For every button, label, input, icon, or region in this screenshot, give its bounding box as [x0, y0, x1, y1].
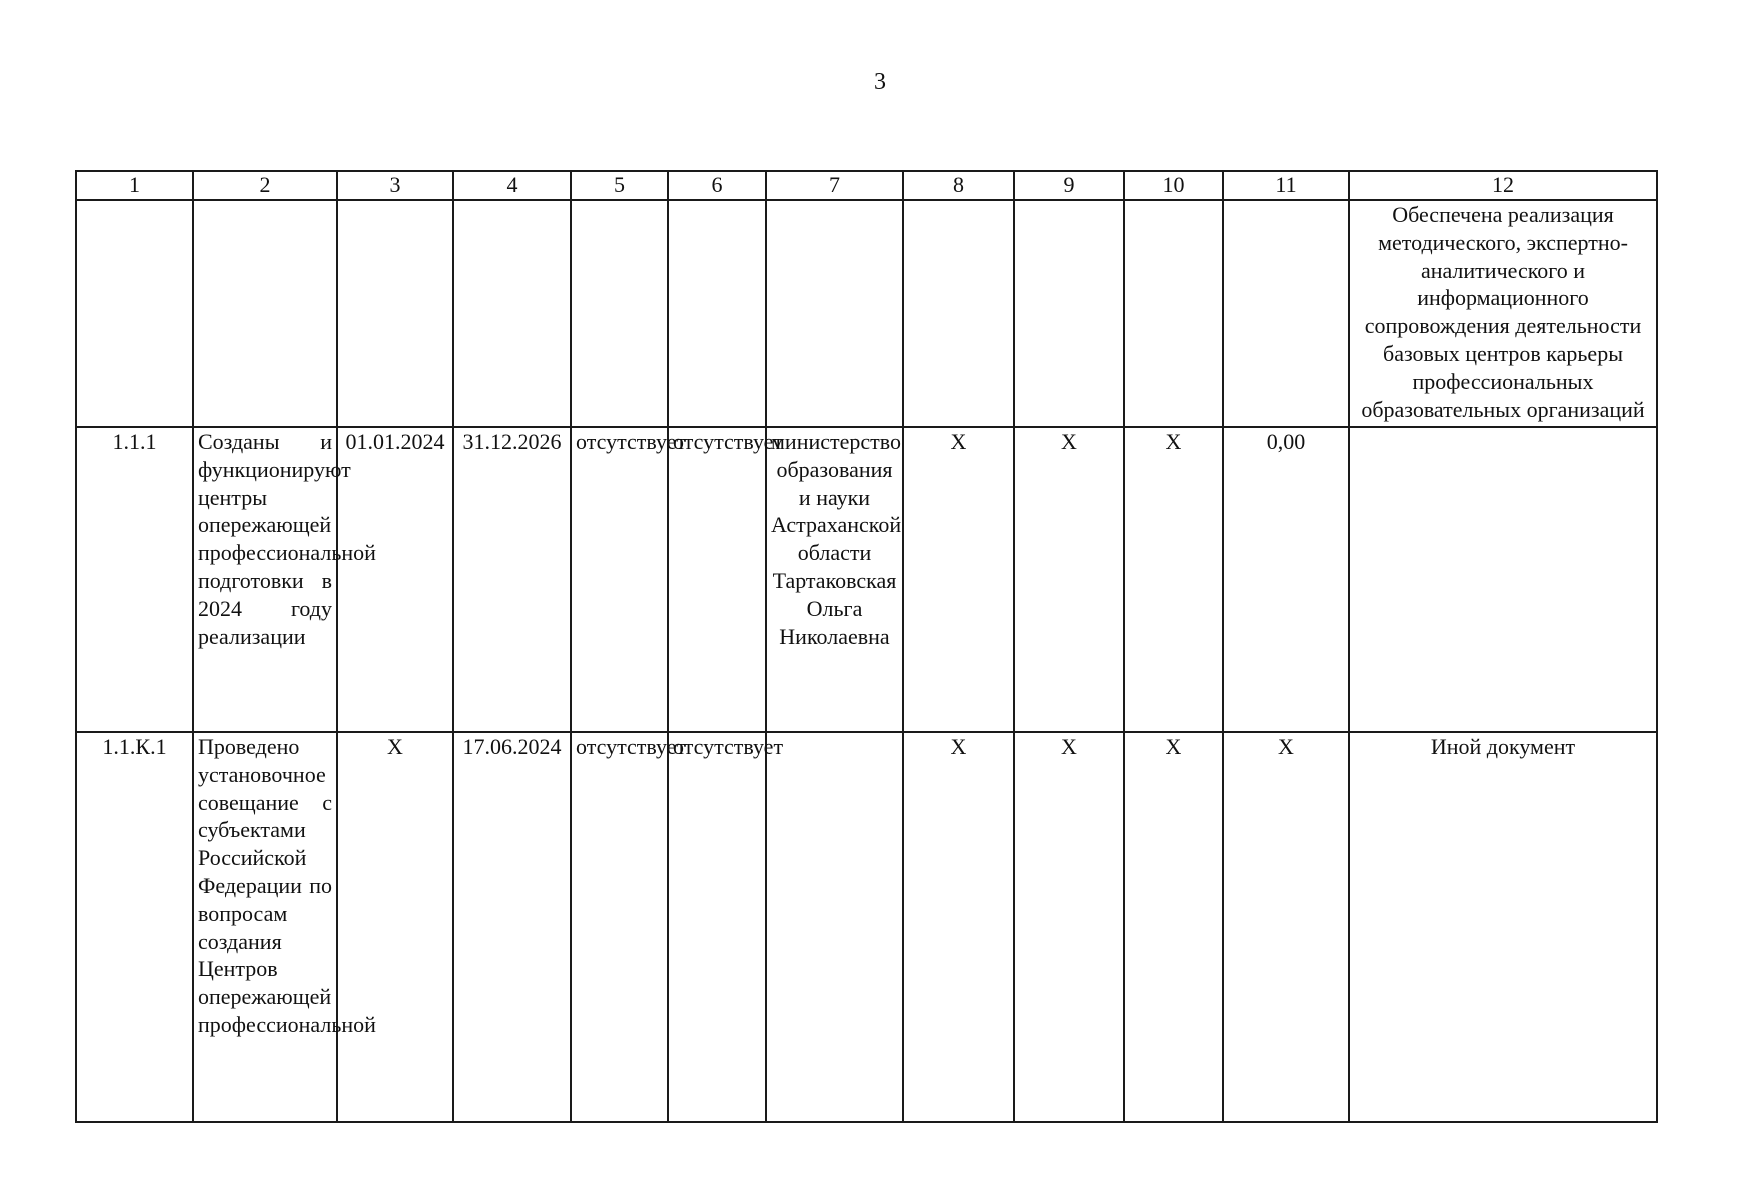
table-cell	[1014, 200, 1124, 427]
event-name-cell: Проведено установочное совещание с субъектами Российской Федерации по вопросам создания Центров опережающей профессиональной	[193, 732, 337, 1122]
control-points-table	[75, 170, 1658, 1123]
document-type-cell: Иной документ	[1349, 732, 1657, 1122]
table-cell	[193, 200, 337, 427]
row-number-cell: 1.1.1	[76, 427, 193, 732]
column-number: 7	[766, 171, 903, 200]
table-cell: X	[1124, 732, 1223, 1122]
table-cell	[766, 200, 903, 427]
page-number: 3	[874, 69, 886, 95]
table-row	[76, 732, 1657, 1122]
amount-cell: X	[1223, 732, 1349, 1122]
column-number: 4	[453, 171, 571, 200]
table-cell	[453, 200, 571, 427]
table-cell	[571, 200, 668, 427]
end-date-cell: 17.06.2024	[453, 732, 571, 1122]
responsible-cell: министерство образования и науки Астраханской области Тартаковская Ольга Николаевна	[766, 427, 903, 732]
column-number: 10	[1124, 171, 1223, 200]
column-number: 12	[1349, 171, 1657, 200]
start-date-cell: 01.01.2024	[337, 427, 453, 732]
table-cell	[337, 200, 453, 427]
amount-cell: 0,00	[1223, 427, 1349, 732]
column-number: 2	[193, 171, 337, 200]
row-number-cell: 1.1.К.1	[76, 732, 193, 1122]
table-row	[76, 200, 1657, 427]
previous-points-cell: отсутствует	[571, 427, 668, 732]
start-date-cell: X	[337, 732, 453, 1122]
table-cell	[668, 200, 766, 427]
table-cell	[1124, 200, 1223, 427]
column-number: 3	[337, 171, 453, 200]
event-name-cell: Созданы и функционируют центры опережающей профессиональной подготовки в 2024 году реализации	[193, 427, 337, 732]
table-cell: X	[903, 427, 1014, 732]
table-cell	[1223, 200, 1349, 427]
column-number: 11	[1223, 171, 1349, 200]
column-number: 5	[571, 171, 668, 200]
result-description-cell: Обеспечена реализация методического, экспертно-аналитического и информационного сопровождения деятельности базовых центров карьеры профессиональных образовательных организаций	[1349, 200, 1657, 427]
table-cell: X	[1014, 732, 1124, 1122]
column-number: 8	[903, 171, 1014, 200]
table-cell: X	[1124, 427, 1223, 732]
table-row	[76, 427, 1657, 732]
table-cell: X	[903, 732, 1014, 1122]
document-type-cell	[1349, 427, 1657, 732]
column-number: 6	[668, 171, 766, 200]
next-points-cell: отсутствует	[668, 427, 766, 732]
table-cell	[76, 200, 193, 427]
table-cell	[903, 200, 1014, 427]
table-cell: X	[1014, 427, 1124, 732]
column-number: 9	[1014, 171, 1124, 200]
responsible-cell	[766, 732, 903, 1122]
previous-points-cell: отсутствует	[571, 732, 668, 1122]
column-number-row	[76, 171, 1657, 200]
end-date-cell: 31.12.2026	[453, 427, 571, 732]
column-number: 1	[76, 171, 193, 200]
next-points-cell: отсутствует	[668, 732, 766, 1122]
